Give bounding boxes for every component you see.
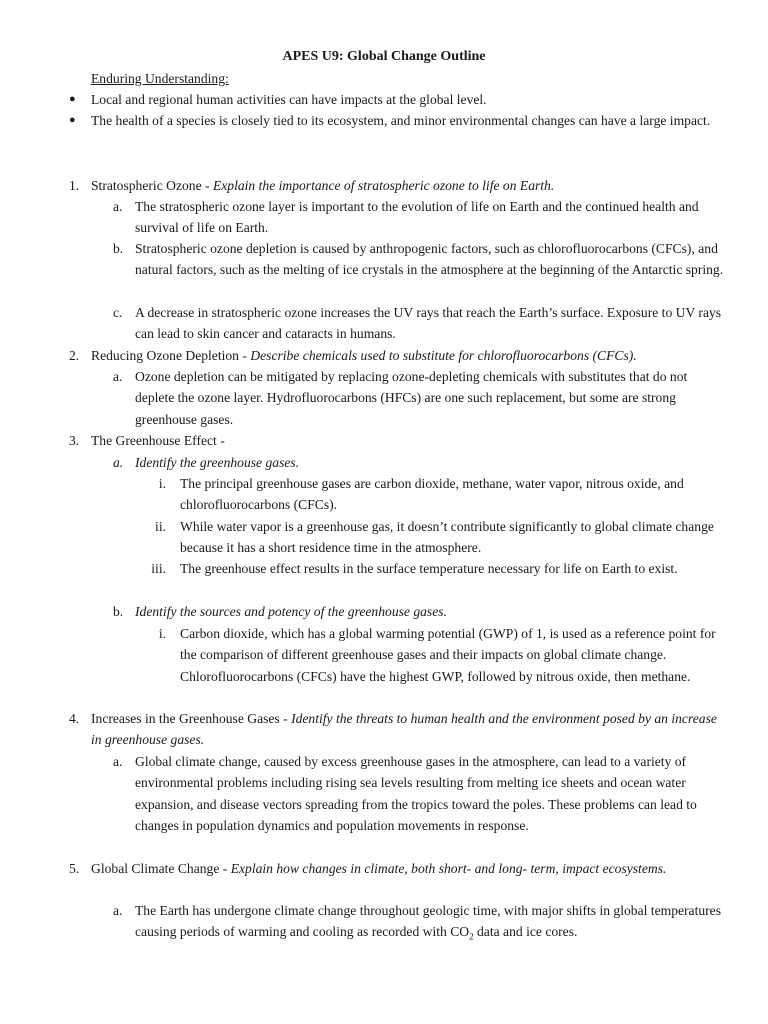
section-number: 4. bbox=[69, 711, 80, 726]
item-marker: b. bbox=[113, 241, 124, 256]
section-heading bbox=[69, 858, 729, 879]
item-text: Stratospheric ozone depletion is caused by anthropogenic factors, such as chlorofluorocarbons (CFCs), and natural factors, such as the melting of ice crystals in the atmosphere at the beginning of the Antarctic spring. bbox=[135, 241, 724, 278]
section-title-text: Stratospheric Ozone - bbox=[91, 178, 213, 193]
item-text: Global climate change, caused by excess greenhouse gases in the atmosphere, can lead to a variety of environmental problems including rising sea levels resulting from melting ice sheets and ocean water expansion, and disease vectors spreading from the tropics toward the poles. These problems can lead to changes in population dynamics and population movements in response. bbox=[135, 754, 697, 834]
section-objective: Explain how changes in climate, both short- and long- term, impact ecosystems. bbox=[230, 861, 667, 876]
item-marker: ii. bbox=[155, 519, 166, 534]
section-number: 2. bbox=[69, 348, 80, 363]
outline-item bbox=[113, 302, 726, 345]
item-text: The stratospheric ozone layer is important to the evolution of life on Earth and the continued health and survival of life on Earth. bbox=[135, 199, 699, 236]
outline-item bbox=[113, 238, 726, 281]
subscript: 2 bbox=[469, 932, 474, 943]
outline-subitem bbox=[136, 473, 720, 516]
section-heading bbox=[69, 430, 729, 451]
bullet-marker: ● bbox=[69, 114, 76, 126]
item-text: The principal greenhouse gases are carbon dioxide, methane, water vapor, nitrous oxide, and chlorofluorocarbons (CFCs). bbox=[180, 476, 684, 513]
section-title-text: Increases in the Greenhouse Gases - bbox=[91, 711, 292, 726]
section-number: 3. bbox=[69, 433, 80, 448]
outline-item bbox=[113, 601, 726, 622]
outline-item bbox=[113, 751, 726, 837]
item-text: While water vapor is a greenhouse gas, it doesn’t contribute significantly to global climate change because it has a short residence time in the atmosphere. bbox=[180, 519, 714, 556]
item-marker: a. bbox=[113, 199, 123, 214]
item-text-part: The Earth has undergone climate change throughout geologic time, with major shifts in global temperatures causing periods of warming and cooling as recorded with CO bbox=[135, 903, 722, 940]
item-text: Ozone depletion can be mitigated by replacing ozone-depleting chemicals with substitutes that do not deplete the ozone layer. Hydrofluorocarbons (HFCs) are one such replacement, but some are strong greenhouse gases. bbox=[135, 369, 688, 427]
bullet-text: Local and regional human activities can have impacts at the global level. bbox=[91, 92, 487, 107]
section-title-text: Global Climate Change - bbox=[91, 861, 231, 876]
section-objective: Explain the importance of stratospheric ozone to life on Earth. bbox=[212, 178, 555, 193]
section-number: 1. bbox=[69, 178, 80, 193]
item-text bbox=[135, 900, 726, 943]
section-number: 5. bbox=[69, 861, 80, 876]
item-marker: a. bbox=[113, 455, 124, 470]
section-title: The Greenhouse Effect - bbox=[91, 433, 225, 448]
section-heading bbox=[69, 708, 729, 751]
outline-item bbox=[113, 452, 726, 473]
item-marker: a. bbox=[113, 903, 123, 918]
bullet-item bbox=[69, 89, 729, 110]
outline-subitem bbox=[136, 516, 720, 559]
item-text-part: data and ice cores. bbox=[473, 924, 578, 940]
section-title bbox=[91, 345, 729, 366]
item-marker: iii. bbox=[151, 561, 166, 576]
outline-item bbox=[113, 366, 726, 430]
section-title-text: Reducing Ozone Depletion - bbox=[91, 348, 251, 363]
outline-item bbox=[113, 196, 726, 239]
section-objective: Identify the threats to human health and the environment posed by an increase in greenhouse gases. bbox=[91, 711, 717, 748]
item-marker: i. bbox=[158, 626, 166, 641]
enduring-understanding-heading: Enduring Understanding: bbox=[91, 71, 229, 86]
item-text: A decrease in stratospheric ozone increases the UV rays that reach the Earth’s surface. Exposure to UV rays can lead to skin cancer and cataracts in humans. bbox=[135, 305, 722, 342]
page-title: APES U9: Global Change Outline bbox=[282, 49, 486, 64]
section-objective: Describe chemicals used to substitute for chlorofluorocarbons (CFCs). bbox=[250, 348, 637, 363]
outline-subitem bbox=[136, 558, 720, 579]
section-heading bbox=[69, 175, 729, 196]
section-title bbox=[91, 175, 729, 196]
outline-subitem bbox=[136, 623, 720, 687]
item-marker: b. bbox=[113, 604, 124, 619]
bullet-marker: ● bbox=[69, 93, 76, 105]
bullet-text: The health of a species is closely tied to its ecosystem, and minor environmental changes can have a large impact. bbox=[91, 113, 711, 128]
item-marker: i. bbox=[158, 476, 166, 491]
outline-item bbox=[113, 900, 726, 943]
section-title bbox=[91, 858, 729, 879]
bullet-item bbox=[69, 110, 729, 131]
item-marker: a. bbox=[113, 369, 123, 384]
item-marker: c. bbox=[113, 305, 123, 320]
item-text: Carbon dioxide, which has a global warming potential (GWP) of 1, is used as a reference point for the comparison of different greenhouse gases and their impacts on global climate change. Chlorofluorocarbons (CFCs) have the highest GWP, followed by nitrous oxide, then methane. bbox=[180, 626, 716, 684]
section-title bbox=[91, 708, 729, 751]
section-heading bbox=[69, 345, 729, 366]
item-marker: a. bbox=[113, 754, 123, 769]
item-text: The greenhouse effect results in the surface temperature necessary for life on Earth to exist. bbox=[180, 561, 678, 576]
item-text: Identify the sources and potency of the greenhouse gases. bbox=[135, 604, 447, 619]
item-text: Identify the greenhouse gases. bbox=[135, 455, 300, 470]
